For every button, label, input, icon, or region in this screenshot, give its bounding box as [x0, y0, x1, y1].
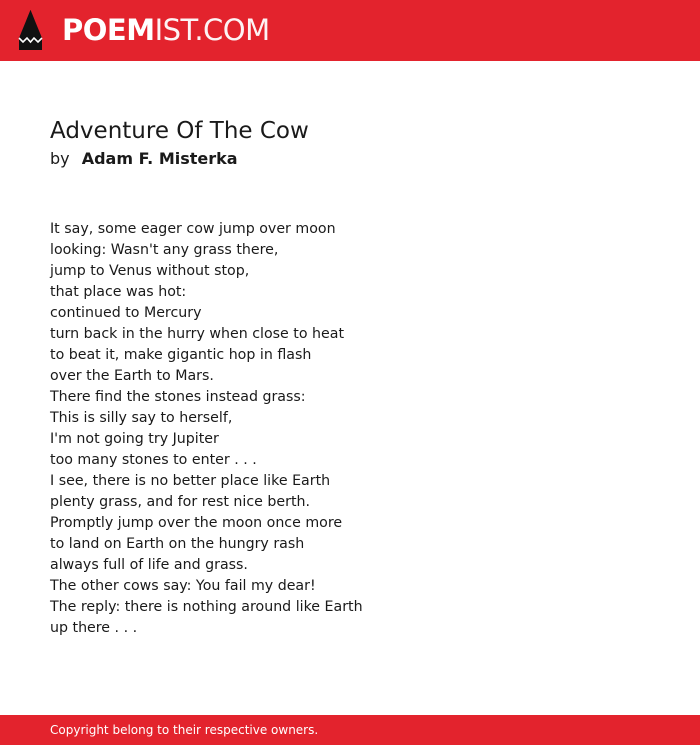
pencil-tip-icon — [18, 9, 43, 51]
logo-bold-text: POEM — [62, 13, 155, 47]
by-label: by — [50, 149, 70, 168]
poem-line: plenty grass, and for rest nice berth. — [50, 494, 311, 510]
site-logo-link[interactable] — [62, 12, 270, 48]
poem-line: Promptly jump over the moon once more — [50, 515, 343, 531]
poem-line: It say, some eager cow jump over moon — [50, 221, 336, 237]
poem-line: looking: Wasn't any grass there, — [50, 242, 279, 258]
poem-body — [50, 219, 363, 639]
poem-line: This is silly say to herself, — [50, 410, 233, 426]
poem-line: continued to Mercury — [50, 305, 202, 321]
poem-line: The reply: there is nothing around like Earth — [50, 599, 363, 615]
poem-line: too many stones to enter . . . — [50, 452, 257, 468]
byline — [50, 148, 238, 170]
poem-line: to beat it, make gigantic hop in flash — [50, 347, 312, 363]
poem-line: up there . . . — [50, 620, 138, 636]
poem-line: The other cows say: You fail my dear! — [50, 578, 316, 594]
site-footer — [0, 715, 700, 745]
poem-line: turn back in the hurry when close to heat — [50, 326, 345, 342]
poem-line: jump to Venus without stop, — [50, 263, 250, 279]
poem-line: always full of life and grass. — [50, 557, 248, 573]
author-link[interactable]: Adam F. Misterka — [81, 149, 238, 168]
poem-line: that place was hot: — [50, 284, 187, 300]
poem-line: over the Earth to Mars. — [50, 368, 214, 384]
logo-light-text: IST.COM — [154, 13, 270, 47]
poem-line: There find the stones instead grass: — [50, 389, 306, 405]
poem-line: I see, there is no better place like Earth — [50, 473, 331, 489]
poem-line: I'm not going try Jupiter — [50, 431, 219, 447]
site-header — [0, 0, 700, 61]
copyright-text: Copyright belong to their respective owners. — [50, 723, 319, 737]
poem-title: Adventure Of The Cow — [50, 118, 309, 144]
poem-line: to land on Earth on the hungry rash — [50, 536, 305, 552]
